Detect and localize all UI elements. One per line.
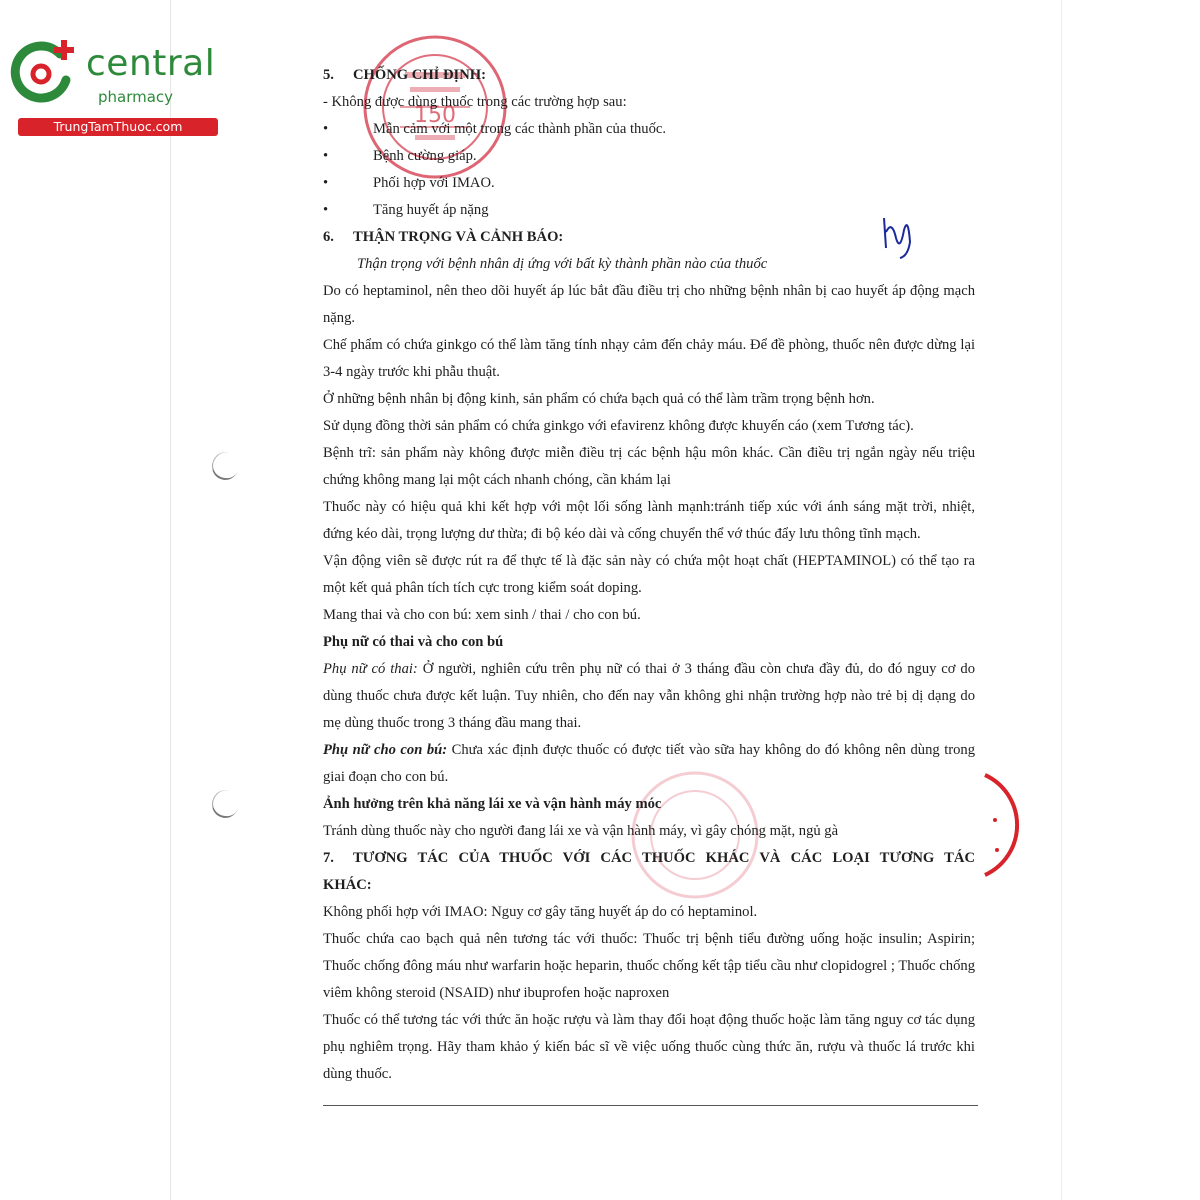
paragraph: Thuốc chứa cao bạch quả nên tương tác với thuốc: Thuốc trị bệnh tiểu đường uống hoặc insulin; Aspirin; Thuốc chống đông máu như warfarin hoặc heparin, thuốc chống kết tập tiểu cầu như clopidogrel ; Thuốc chống viêm không steroid (NSAID) như ibuprofen hoặc naproxen [323,931,975,1001]
nursing-label: Phụ nữ cho con bú: [323,742,448,758]
logo-name: central [86,43,216,84]
list-item: • Mẫn cảm với một trong các thành phần của thuốc. [323,116,975,143]
paragraph: Ở những bệnh nhân bị động kinh, sản phẩm có chứa bạch quả có thể làm trầm trọng bệnh hơn. [323,391,875,407]
section-5-intro: - Không được dùng thuốc trong các trường hợp sau: [323,94,627,110]
central-pharmacy-logo[interactable] [8,36,216,136]
logo-url[interactable]: TrungTamThuoc.com [18,118,218,136]
nursing-text: Chưa xác định được thuốc có được tiết vào sữa hay không do đó không nên dùng trong giai đoạn cho con bú. [323,742,975,785]
document-body [323,62,975,1088]
section-6-heading: 6. THẬN TRỌNG VÀ CẢNH BÁO: [323,229,564,245]
list-item: • Tăng huyết áp nặng [323,197,975,224]
paragraph: Do có heptaminol, nên theo dõi huyết áp lúc bắt đầu điều trị cho những bệnh nhân bị cao huyết áp động mạch nặng. [323,283,975,326]
logo-subtitle: pharmacy [98,88,174,106]
paragraph: Bệnh trĩ: sản phẩm này không được miễn điều trị các bệnh hậu môn khác. Cần điều trị ngắn ngày nếu triệu chứng không mang lại một cách nhanh chóng, cần khám lại [323,445,975,488]
driving-heading: Ảnh hưởng trên khả năng lái xe và vận hành máy móc [323,796,662,812]
paragraph: Sử dụng đồng thời sản phẩm có chứa ginkgo với efavirenz không được khuyến cáo (xem Tương tác). [323,418,914,434]
paragraph: Không phối hợp với IMAO: Nguy cơ gây tăng huyết áp do có heptaminol. [323,904,758,920]
paragraph: Thuốc này có hiệu quả khi kết hợp với một lối sống lành mạnh:tránh tiếp xúc với ánh sáng mặt trời, nhiệt, đứng kéo dài, trọng lượng dư thừa; đi bộ kéo dài và cống chuyển thể vớ thúc đẩy lưu thông tĩnh mạch. [323,499,975,542]
logo-mark-icon [8,36,78,106]
pregnant-text: Ở người, nghiên cứu trên phụ nữ có thai ở 3 tháng đầu còn chưa đầy đủ, do đó nguy cơ do dùng thuốc chưa được kết luận. Tuy nhiên, cho đến nay vẫn không ghi nhận trường hợp nào trẻ bị dị dạng do mẹ dùng thuốc trong 3 tháng đầu mang thai. [323,661,975,731]
paragraph: Mang thai và cho con bú: xem sinh / thai / cho con bú. [323,607,641,623]
list-item: • Bệnh cường giáp. [323,143,975,170]
section-7-heading: 7. TƯƠNG TÁC CỦA THUỐC VỚI CÁC THUỐC KHÁC VÀ CÁC LOẠI TƯƠNG TÁC KHÁC: [323,850,975,893]
section-5-heading: 5. CHỐNG CHỈ ĐỊNH: [323,67,486,83]
pregnant-label: Phụ nữ có thai: [323,661,418,677]
edge-stamp [975,770,1035,880]
footer-divider [323,1105,978,1106]
paragraph: Thuốc có thể tương tác với thức ăn hoặc rượu và làm thay đổi hoạt động thuốc hoặc làm tăng nguy cơ tác dụng phụ nghiêm trọng. Hãy tham khảo ý kiến bác sĩ về việc uống thuốc cùng thức ăn, rượu và thuốc lá trước khi dùng thuốc. [323,1012,975,1082]
driving-text: Tránh dùng thuốc này cho người đang lái xe và vận hành máy, vì gây chóng mặt, ngủ gà [323,823,839,839]
paragraph: Vận động viên sẽ được rút ra để thực tế là đặc sản này có chứa một hoạt chất (HEPTAMINOL) có thể tạo ra một kết quả phân tích tích cực trong kiểm soát doping. [323,553,975,596]
pregnancy-heading: Phụ nữ có thai và cho con bú [323,634,504,650]
caution-note: Thận trọng với bệnh nhân dị ứng với bất kỳ thành phần nào của thuốc [357,256,768,272]
nursing-paragraph [323,737,975,791]
paragraph: Chế phẩm có chứa ginkgo có thể làm tăng tính nhạy cảm đến chảy máu. Để đề phòng, thuốc nên được dừng lại 3-4 ngày trước khi phẫu thuật. [323,337,975,380]
pregnant-paragraph [323,656,975,737]
list-item: • Phối hợp với IMAO. [323,170,975,197]
svg-text:150: 150 [414,103,456,128]
